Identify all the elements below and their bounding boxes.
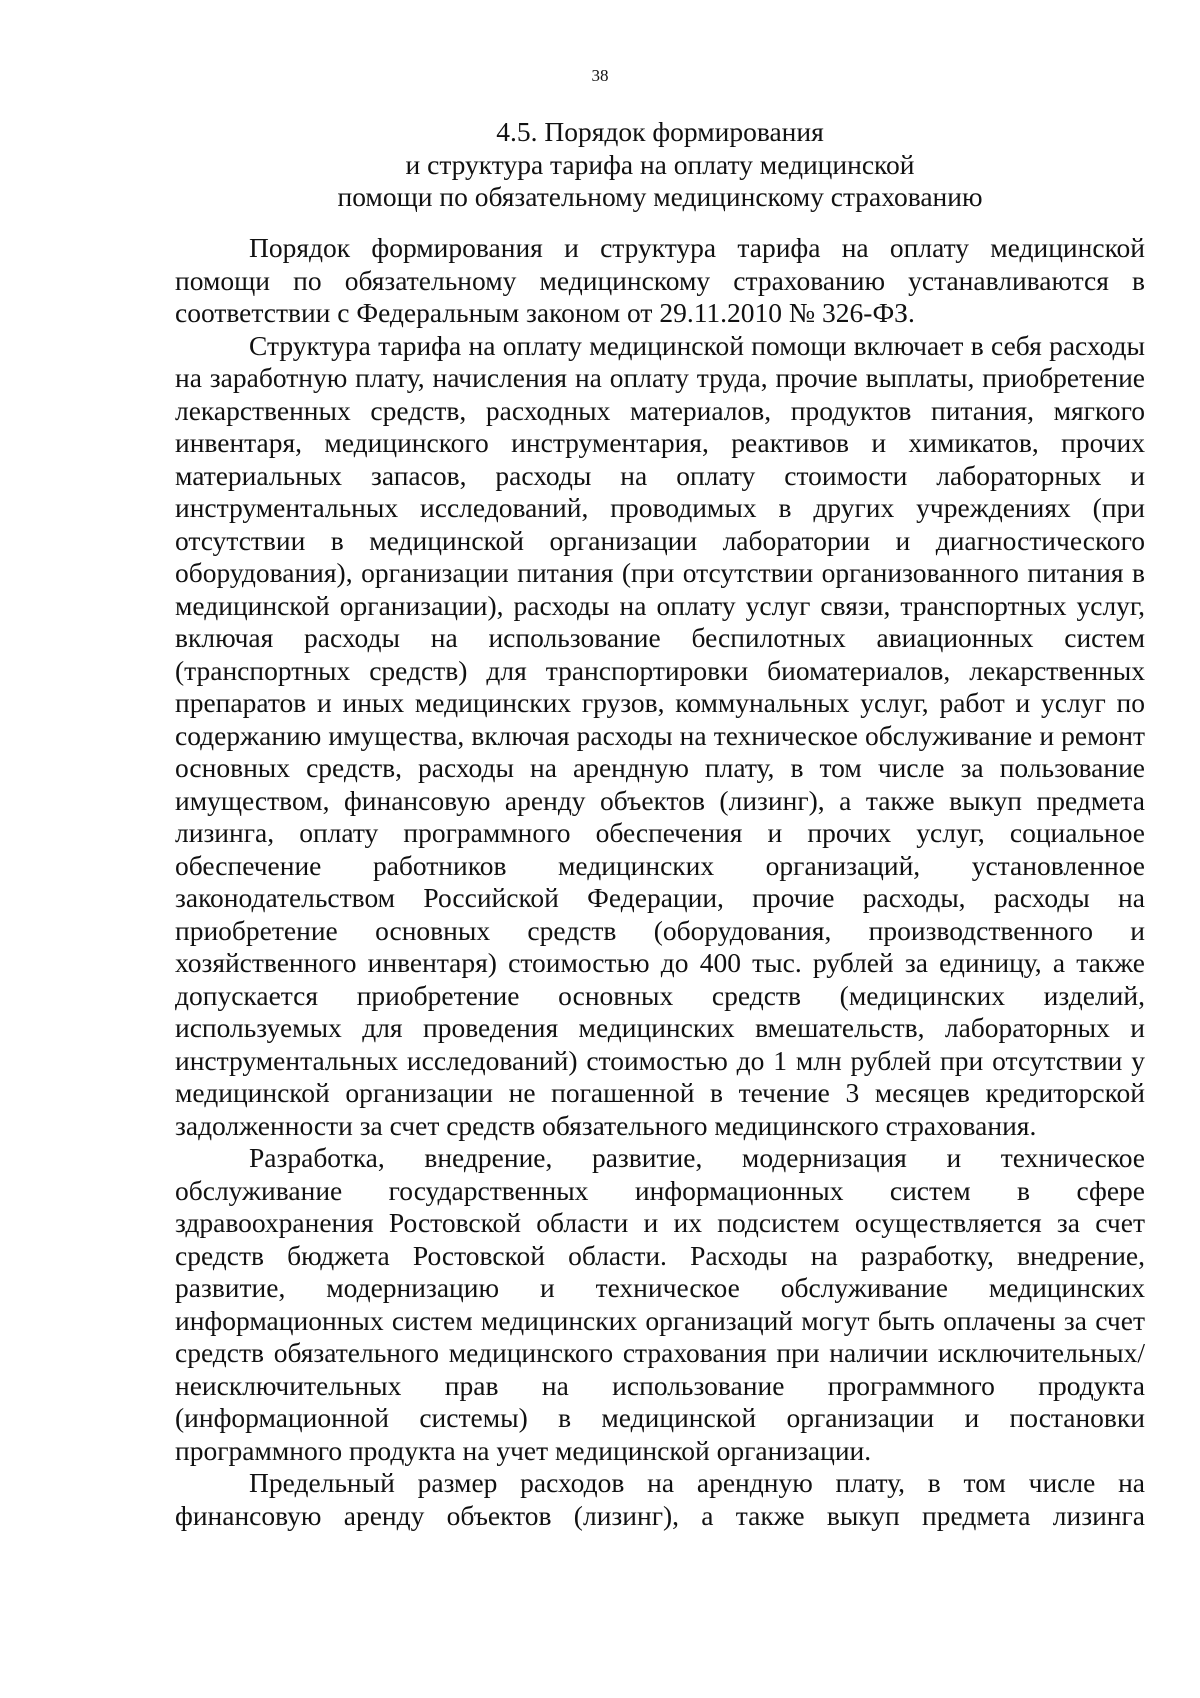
paragraph-tariff-structure: Структура тарифа на оплату медицинской помощи включает в себя расходы на заработную плату, начисления на оплату труда, прочие выплаты, приобретение лекарственных средств, расходных материалов, продуктов питания, мягкого инвентаря, медицинского инструментария, реактивов и химикатов, прочих материальных запасов, расходы на оплату стоимости лабораторных и инструментальных исследований, проводимых в других учреждениях (при отсутствии в медицинской организации лаборатории и диагностического оборудования), организации питания (при отсутствии организованного питания в медицинской организации), расходы на оплату услуг связи, транспортных услуг, включая расходы на использование беспилотных авиационных систем (транспортных средств) для транспортировки биоматериалов, лекарственных препаратов и иных медицинских грузов, коммунальных услуг, работ и услуг по содержанию имущества, включая расходы на техническое обслуживание и ремонт основных средств, расходы на арендную плату, в том числе за пользование имуществом, финансовую аренду объектов (лизинг), а также выкуп предмета лизинга, оплату программного обеспечения и прочих услуг, социальное обеспечение работников медицинских организаций, установленное законодательством Российской Федерации, прочие расходы, расходы на приобретение основных средств (оборудования, производственного и хозяйственного инвентаря) стоимостью до 400 тыс. рублей за единицу, а также допускается приобретение основных средств (медицинских изделий, используемых для проведения медицинских вмешательств, лабораторных и инструментальных исследований) стоимостью до 1 млн рублей при отсутствии у медицинской организации не погашенной в течение 3 месяцев кредиторской задолженности за счет средств обязательного медицинского страхования. xyxy=(175,329,1145,1141)
section-title-line-1: 4.5. Порядок формирования xyxy=(496,116,824,147)
document-body xyxy=(175,232,1145,1532)
section-title-line-3: помощи по обязательному медицинскому страхованию xyxy=(337,181,983,212)
page-number: 38 xyxy=(591,66,609,85)
section-title xyxy=(175,116,1145,214)
paragraph-rent-limit: Предельный размер расходов на арендную плату, в том числе на финансовую аренду объектов (лизинг), а также выкуп предмета лизинга xyxy=(175,1467,1145,1531)
paragraph-tariff-order: Порядок формирования и структура тарифа на оплату медицинской помощи по обязательному медицинскому страхованию устанавливаются в соответствии с Федеральным законом от 29.11.2010 № 326-ФЗ. xyxy=(175,232,1145,328)
paragraph-information-systems: Разработка, внедрение, развитие, модернизация и техническое обслуживание государственных информационных систем в сфере здравоохранения Ростовской области и их подсистем осуществляется за счет средств бюджета Ростовской области. Расходы на разработку, внедрение, развитие, модернизацию и техническое обслуживание медицинских информационных систем медицинских организаций могут быть оплачены за счет средств обязательного медицинского страхования при наличии исключительных/неисключительных прав на использование программного продукта (информационной системы) в медицинской организации и постановки программного продукта на учет медицинской организации. xyxy=(175,1142,1145,1466)
section-title-line-2: и структура тарифа на оплату медицинской xyxy=(405,148,915,180)
